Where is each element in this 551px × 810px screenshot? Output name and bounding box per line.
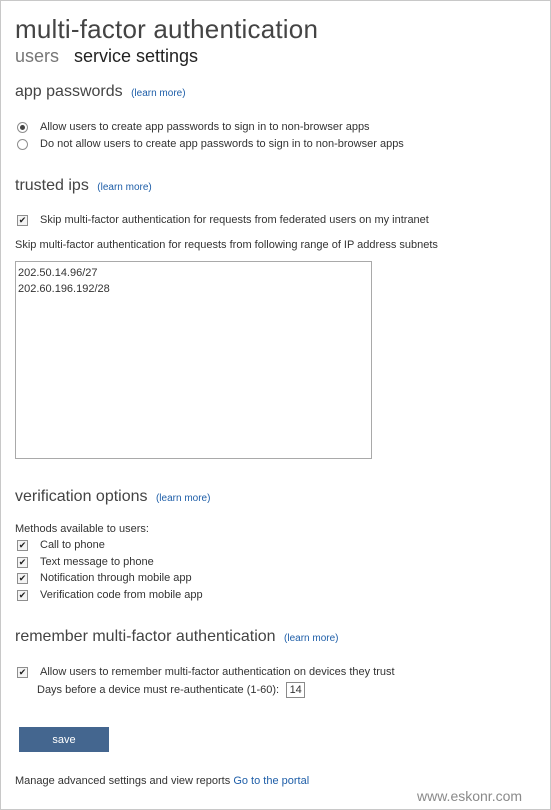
- trusted-ips-heading: [15, 177, 152, 195]
- app-passwords-learn-more-link[interactable]: (learn more): [131, 88, 186, 99]
- trusted-ips-learn-more-link[interactable]: (learn more): [97, 182, 152, 193]
- remember-mfa-learn-more-link[interactable]: (learn more): [284, 633, 339, 644]
- footer-text: Manage advanced settings and view reports: [15, 775, 231, 787]
- method-verification-code[interactable]: [17, 589, 203, 601]
- method-code-checkbox[interactable]: ✔: [18, 589, 27, 600]
- verification-options-title: verification options: [15, 488, 148, 505]
- remember-mfa-checkbox[interactable]: ✔: [18, 666, 27, 677]
- app-passwords-title: app passwords: [15, 83, 123, 100]
- method-notification-checkbox[interactable]: ✔: [18, 572, 27, 583]
- allow-app-passwords-label: Allow users to create app passwords to sign in to non-browser apps: [40, 121, 370, 133]
- trusted-ips-title: trusted ips: [15, 177, 89, 194]
- deny-app-passwords-label: Do not allow users to create app passwords to sign in to non-browser apps: [40, 138, 404, 150]
- method-notification-label: Notification through mobile app: [40, 572, 192, 584]
- days-row: [37, 682, 305, 698]
- skip-federated-label: Skip multi-factor authentication for requests from federated users on my intranet: [40, 214, 429, 226]
- ip-subnets-textarea[interactable]: [15, 261, 372, 459]
- method-call-label: Call to phone: [40, 539, 105, 551]
- tab-users[interactable]: users: [15, 46, 60, 66]
- days-input[interactable]: 14: [286, 682, 305, 698]
- allow-app-passwords-radio[interactable]: [17, 122, 28, 133]
- remember-mfa-label: Allow users to remember multi-factor authentication on devices they trust: [40, 666, 395, 678]
- page-title: multi-factor authentication: [15, 14, 319, 44]
- save-button[interactable]: save: [19, 727, 109, 752]
- method-text-message[interactable]: [17, 556, 154, 568]
- allow-app-passwords-option[interactable]: [17, 121, 370, 133]
- method-call-to-phone[interactable]: [17, 539, 105, 551]
- verification-options-heading: [15, 488, 210, 506]
- remember-mfa-option[interactable]: [17, 666, 395, 678]
- method-text-checkbox[interactable]: ✔: [18, 556, 27, 567]
- method-text-label: Text message to phone: [40, 556, 154, 568]
- skip-federated-checkbox[interactable]: ✔: [18, 214, 27, 225]
- skip-federated-option[interactable]: [17, 214, 429, 226]
- verification-options-learn-more-link[interactable]: (learn more): [155, 493, 211, 504]
- days-label: Days before a device must re-authenticate (1-60):: [37, 683, 280, 696]
- ip-subnet-line: 202.50.14.96/27: [18, 267, 98, 279]
- methods-label: Methods available to users:: [15, 523, 149, 535]
- footer-row: [15, 775, 309, 787]
- remember-mfa-heading: [15, 628, 338, 646]
- go-to-portal-link[interactable]: Go to the portal: [233, 775, 310, 787]
- method-notification[interactable]: [17, 572, 192, 584]
- ip-subnet-line: 202.60.196.192/28: [18, 283, 110, 295]
- app-passwords-heading: [15, 83, 186, 101]
- remember-mfa-title: remember multi-factor authentication: [15, 628, 276, 645]
- method-code-label: Verification code from mobile app: [40, 589, 203, 601]
- ip-range-label: Skip multi-factor authentication for requests from following range of IP address subnets: [15, 239, 438, 251]
- deny-app-passwords-radio[interactable]: [17, 139, 28, 150]
- deny-app-passwords-option[interactable]: [17, 138, 404, 150]
- method-call-checkbox[interactable]: ✔: [18, 539, 27, 550]
- watermark: www.eskonr.com: [417, 788, 523, 804]
- tab-service-settings[interactable]: service settings: [74, 46, 199, 66]
